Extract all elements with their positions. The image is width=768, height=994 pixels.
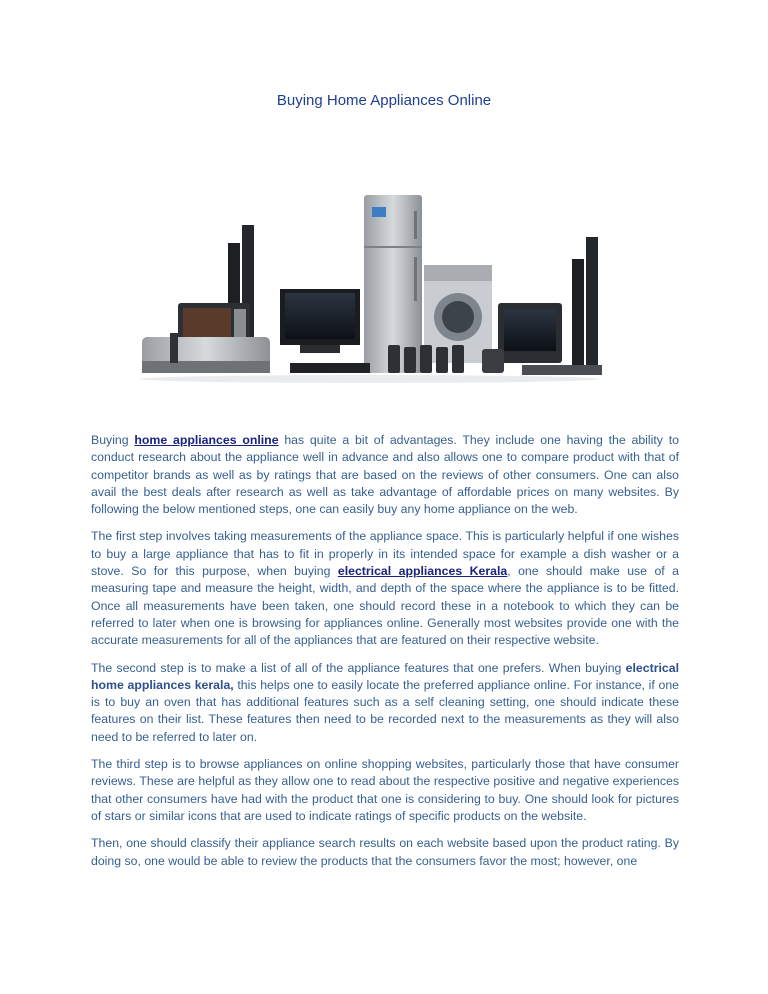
article-body bbox=[91, 432, 679, 880]
paragraph-1: Buying home appliances online has quite a bit of advantages. They include one having the ability to conduct research about the appliance well in advance and also allows one to compare product with that of competitor brands as well as by ratings that are based on the reviews of other consumers. One can also avail the best deals after research as well as take advantage of affordable prices on many websites. By following the below mentioned steps, one can easily buy any home appliance on the web. bbox=[91, 433, 679, 517]
paragraph-4: The third step is to browse appliances on online shopping websites, particularly those that have consumer reviews. These are helpful as they allow one to read about the respective positive and negative experiences that other consumers have had with the product that one is considering to buy. One should look for pictures of stars or similar icons that are used to indicate ratings of specific products on the website. bbox=[91, 757, 679, 823]
bold-keyword: electrical home appliances kerala, bbox=[91, 660, 679, 692]
electrical-appliances-kerala-link[interactable]: electrical appliances Kerala bbox=[337, 564, 508, 579]
home-appliances-online-link[interactable]: home appliances online bbox=[134, 433, 279, 447]
document-title: Buying Home Appliances Online bbox=[276, 92, 492, 109]
appliances-image bbox=[130, 185, 610, 385]
paragraph-5: Then, one should classify their appliance search results on each website based upon the product rating. By doing so, one would be able to review the products that the consumers favor the most; however, one bbox=[91, 836, 679, 868]
paragraph-2: The first step involves taking measurements of the appliance space. This is particularly helpful if one wishes to buy a large appliance that has to fit in properly in its intended space for example a dish washer or a stove. So for this purpose, when buying electrical appliances Kerala, one should make use of a measuring tape and measure the height, width, and depth of the space where the appliance is to be fitted. Once all measurements have been taken, one should record these in a notebook to which they can be referred to later when one is browsing for appliances online. Generally most websites provide one with the accurate measurements for all of the appliances that are featured on their respective website. bbox=[91, 529, 679, 648]
paragraph-3: The second step is to make a list of all of the appliance features that one prefers. When buying electrical home appliances kerala, this helps one to easily locate the preferred appliance online. For instance, if one is to buy an oven that has additional features such as a self cleaning setting, one should indicate these features on their list. These features then need to be recorded next to the measurements as they will also need to be referred to later on. bbox=[91, 660, 679, 744]
